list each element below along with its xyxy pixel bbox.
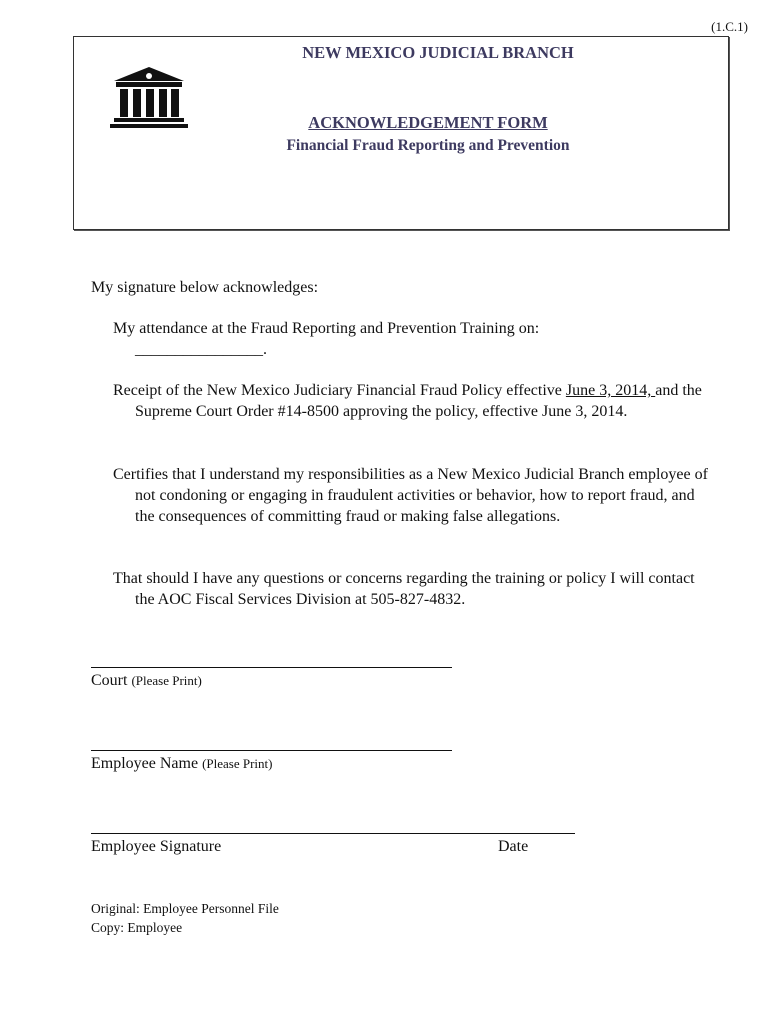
court-hint: (Please Print) <box>131 673 202 688</box>
date-label: Date <box>498 838 529 855</box>
footer-copy: Copy: Employee <box>91 920 183 935</box>
policy-effective-date: June 3, 2014, <box>565 382 656 399</box>
signature-label: Employee Signature <box>91 838 222 855</box>
page-reference: (1.C.1) <box>711 19 748 34</box>
signature-field-line[interactable] <box>91 833 575 834</box>
acknowledgement-item-training <box>113 318 715 360</box>
court-label <box>91 672 202 690</box>
intro-text: My signature below acknowledges: <box>91 279 319 296</box>
court-field-line[interactable] <box>91 667 452 668</box>
training-text: My attendance at the Fraud Reporting and Prevention Training on: <box>113 320 540 337</box>
court-label-text: Court <box>91 672 128 689</box>
acknowledgement-item-policy <box>113 380 715 422</box>
form-title: ACKNOWLEDGEMENT FORM <box>308 113 548 132</box>
form-subtitle: Financial Fraud Reporting and Prevention <box>286 137 570 154</box>
distribution-footer <box>91 899 279 937</box>
organization-title: NEW MEXICO JUDICIAL BRANCH <box>302 43 574 62</box>
employee-name-hint: (Please Print) <box>202 756 273 771</box>
training-date-blank: ________________. <box>135 341 267 358</box>
employee-name-label <box>91 755 272 773</box>
employee-name-field-line[interactable] <box>91 750 452 751</box>
footer-original: Original: Employee Personnel File <box>91 901 279 916</box>
policy-text-a: Receipt of the New Mexico Judiciary Financial Fraud Policy effective <box>113 382 566 399</box>
acknowledgement-item-responsibilities: Certifies that I understand my responsibilities as a New Mexico Judicial Branch employee of not condoning or engaging in fraudulent activities or behavior, how to report fraud, and the consequences of committing fraud or making false allegations. <box>113 466 708 525</box>
policy-text-b: and the Supreme Court Order #14-8500 approving the policy, effective June 3, 2014. <box>135 382 702 420</box>
form-header <box>73 36 729 230</box>
acknowledgement-item-contact: That should I have any questions or concerns regarding the training or policy I will contact the AOC Fiscal Services Division at 505-827-4832. <box>113 570 695 608</box>
employee-name-label-text: Employee Name <box>91 755 199 772</box>
